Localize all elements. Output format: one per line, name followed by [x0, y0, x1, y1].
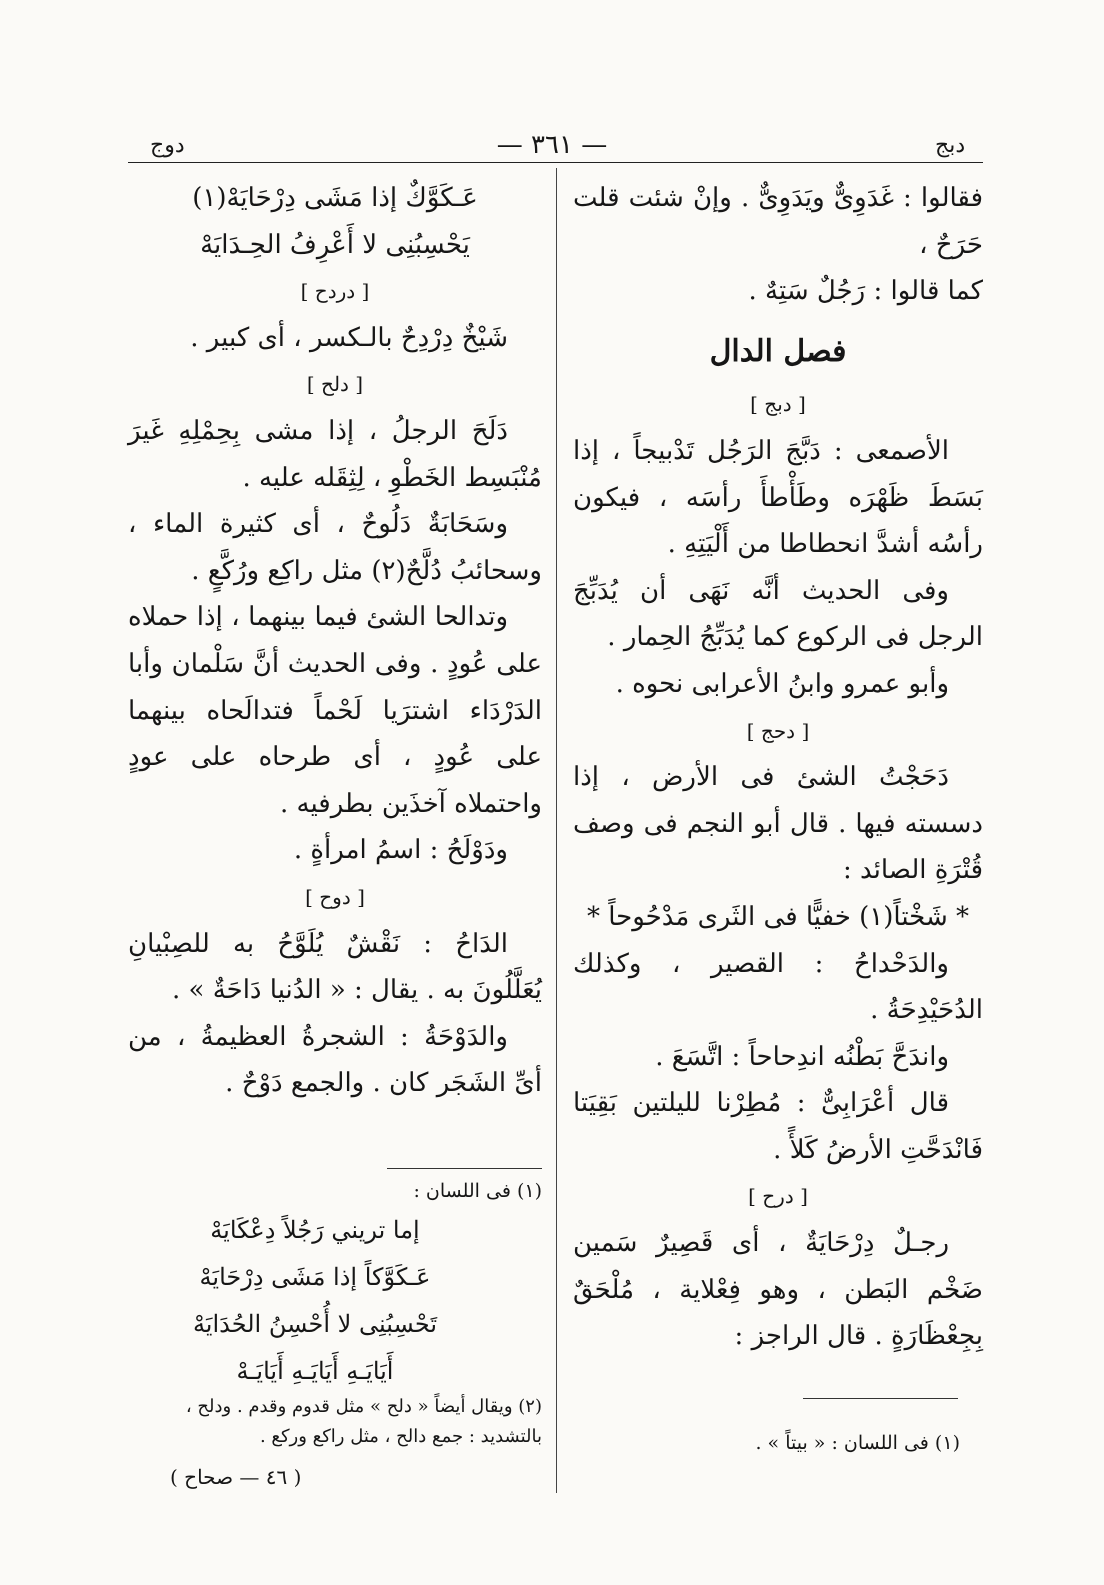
paragraph: وتدالحا الشئ فيما بينهما ، إذا حملاه على عُودٍ . وفى الحديث أنَّ سَلْمان وأبا الدَرْدَاء اشترَيا لَحْماً فتدالَحاه بينهما على عُودٍ ، أى طرحاه على عودٍ واحتملاه آخذَين بطرفيه . [128, 602, 542, 819]
footnote-rule [803, 1398, 958, 1399]
section-heading: فصل الدال [709, 333, 847, 369]
paragraph: الأصمعى : دَبَّجَ الرَجُل تَدْبيجاً ، إذا بَسَطَ ظَهْرَه وطَأْطأَ رأسَه ، فيكون رأسُه أشدَّ انحطاطا من أَلْيَتِهِ . [573, 435, 983, 560]
entry-label: [ دردح ] [300, 279, 370, 304]
paragraph: وسَحَابَةٌ دَلُوحٌ ، أى كثيرة الماء ، وسحائبُ دُلَّحٌ(٢) مثل راكِع ورُكَّعٍ . [128, 509, 542, 586]
entry-label: [ دبج ] [750, 392, 806, 417]
paragraph: وأبو عمرو وابنُ الأعرابى نحوه . [615, 668, 949, 699]
footnote-verse: عَـكَوَّكاً إذا مَشَى دِرْحَايَهْ [199, 1263, 431, 1291]
paragraph: وفى الحديث أنَّه نَهَى أن يُدَبِّجَ الرجل فى الركوع كما يُدَبِّجُ الحِمار . [573, 575, 983, 653]
footnote-left-2: (٢) ويقال أيضاً « دلح » مثل قدوم وقدم . ودلح ، بالتشديد : جمع دالح ، مثل راكع وركع . [185, 1396, 542, 1447]
right-column [573, 175, 983, 1395]
entry-label: [ درح ] [748, 1184, 808, 1209]
footnote-right: (١) فى اللسان : « بيتاً » . [755, 1432, 960, 1454]
paragraph: والدَوْحَةُ : الشجرةُ العظيمةُ ، من أىِّ الشَجَر كان . والجمع دَوْحٌ . [128, 1021, 542, 1099]
header-rule [128, 162, 983, 163]
paragraph: ودَوْلَحُ : اسمُ امرأةٍ . [293, 835, 508, 866]
header-right-keyword: دبج [935, 133, 966, 158]
paragraph: قال أعْرَابِىٌّ : مُطِرْنا لليلتين بَقِيَتا فَانْدَحَّتِ الأرضُ كَلأً . [573, 1088, 983, 1165]
entry-label: [ دحج ] [746, 718, 810, 743]
verse-line: يَحْسِبُنِى لا أَعْرِفُ الحِـدَايَهْ [200, 229, 470, 260]
paragraph: دَلَحَ الرجلُ ، إذا مشى بِحِمْلِهِ غَيرَ مُنْبَسِط الخَطْوِ ، لِثِقَله عليه . [128, 415, 542, 493]
text-line: كما قالوا : رَجُلٌ سَتِهٌ . [748, 276, 983, 307]
entry-label: [ دوح ] [305, 884, 365, 909]
footnote-left-1 [128, 1176, 542, 1395]
signature-mark: ( ٤٦ — صحاح ) [170, 1465, 302, 1489]
paragraph: دَحَجْتُ الشئ فى الأرض ، إذا دسسته فيها . قال أبو النجم فى وصف قُتْرَةِ الصائد : [573, 762, 983, 886]
verse-line: عَـكَوَّكٌ إذا مَشَى دِرْحَايَهْ(١) [192, 183, 478, 213]
paragraph: والدَحْداحُ : القصير ، وكذلك الدُحَيْدِحَةُ . [573, 948, 983, 1026]
left-column [128, 175, 542, 1165]
paragraph: الدَاحُ : نَقْشٌ يُلَوَّحُ به للصِبْيانِ يُعَلَّلُونَ به . يقال : « الدُنيا دَاحَةٌ » . [128, 928, 542, 1006]
footnote-verse: تَحْسِبُنِى لا أُحْسِنُ الحُدَايَهْ [192, 1310, 438, 1338]
paragraph: رجـلٌ دِرْحَايَةٌ ، أى قَصِيرٌ سَمين ضَخْم البَطن ، وهو فِعْلاية ، مُلْحَقٌ بِجِعْظَارَةٍ . قال الراجز : [573, 1228, 983, 1352]
paragraph: شَيْخٌ دِرْدِحٌ بالـكسر ، أى كبير . [190, 322, 508, 353]
entry-label: [ دلح ] [306, 372, 364, 397]
footnote-verse: أَيَايَـهِ أَيَايَـهِ أَيَايَـهْ [236, 1357, 394, 1385]
text-line: فقالوا : غَدَوِىٌّ ويَدَوِىٌّ . وإنْ شئت قلت حَرَحٌ ، [573, 183, 983, 260]
header-left-keyword: دوج [150, 133, 185, 158]
footnote-rule [387, 1168, 542, 1169]
verse-line: * شَخْتاً(١) خفيًّا فى الثَرى مَدْحُوحاً * [586, 901, 970, 932]
footnote-verse: إما تريني رَجُلاً دِعْكَايَهْ [210, 1216, 420, 1244]
paragraph: واندَحَّ بَطْنُه اندِحاحاً : اتَّسَعَ . [655, 1041, 949, 1072]
page-number: — ٣٦١ — [496, 130, 608, 160]
column-divider [556, 168, 557, 1493]
footnote-label: (١) فى اللسان : [413, 1180, 542, 1202]
